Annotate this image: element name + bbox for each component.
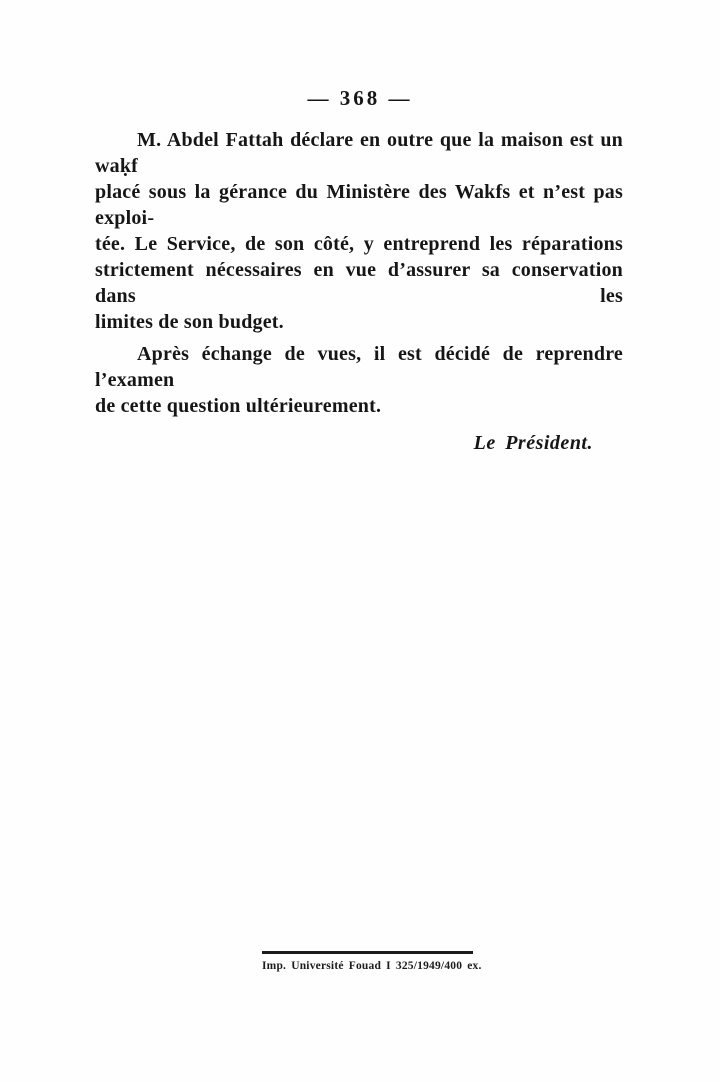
imprint-text: Imp. Université Fouad I 325/1949/400 ex. <box>262 960 482 972</box>
text-line: strictement nécessaires en vue d’assurer sa conservation dans les <box>95 259 623 307</box>
text-line: de cette question ultérieurement. <box>95 395 382 417</box>
imprint <box>262 951 482 972</box>
text-line: M. Abdel Fattah déclare en outre que la maison est un waḳf <box>95 129 623 177</box>
text-line: tée. Le Service, de son côté, y entreprend les réparations <box>95 233 623 255</box>
paragraph-1 <box>95 127 623 335</box>
body-text <box>95 127 623 456</box>
page-number: — 368 — <box>307 86 413 110</box>
text-line: limites de son budget. <box>95 311 284 333</box>
signature: Le Président. <box>473 432 593 454</box>
text-line: Après échange de vues, il est décidé de reprendre l’examen <box>95 343 623 391</box>
paragraph-2 <box>95 341 623 419</box>
imprint-rule <box>262 951 473 954</box>
text-line: placé sous la gérance du Ministère des Wakfs et n’est pas exploi- <box>95 181 623 229</box>
